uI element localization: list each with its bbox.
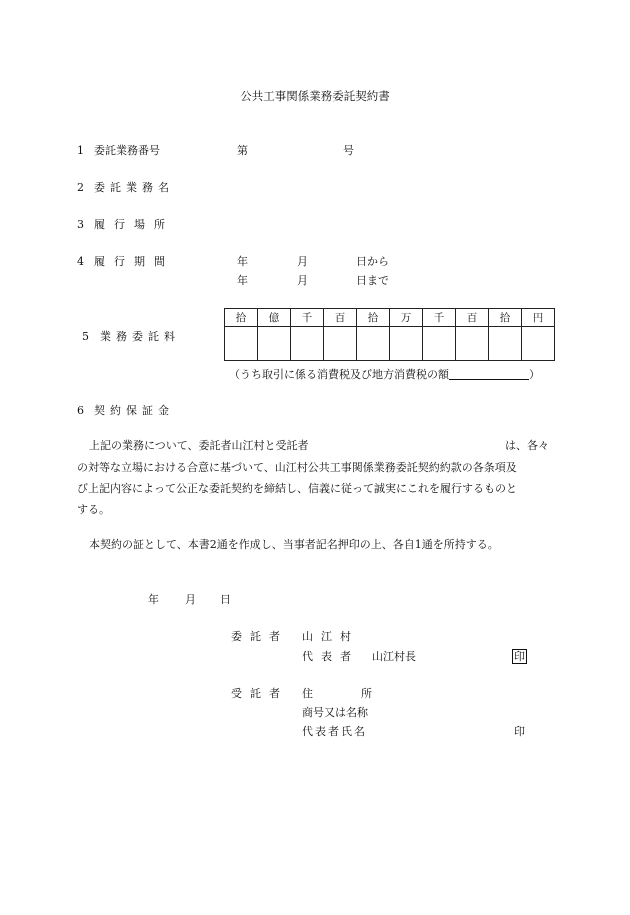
fee-digit-cell <box>324 327 357 361</box>
item5-label: 業務委託料 <box>100 330 180 343</box>
paragraph1-line1-start: 上記の業務について、委託者山江村と受託者 <box>89 439 309 452</box>
fee-unit-cell: 拾 <box>357 309 390 327</box>
paragraph1-line3: び上記内容によって公正な委託契約を締結し、信義に従って誠実にこれを履行するものと <box>77 482 517 495</box>
item2-number: 2 <box>77 181 84 194</box>
date-day: 日 <box>220 593 231 606</box>
item3-label: 履行場所 <box>94 218 174 231</box>
fee-digit-cell <box>489 327 522 361</box>
fee-digit-cell <box>390 327 423 361</box>
fee-unit-cell: 円 <box>522 309 555 327</box>
tax-note <box>229 367 540 380</box>
period-end-day: 日まで <box>356 274 389 287</box>
consignor-seal: 印 <box>514 650 525 663</box>
fee-digit-cell <box>456 327 489 361</box>
paragraph1-line1-end: は、各々 <box>505 439 549 452</box>
item5-number: 5 <box>82 330 89 343</box>
period-end-year: 年 <box>237 274 248 287</box>
fee-unit-cell: 千 <box>423 309 456 327</box>
document-title: 公共工事関係業務委託契約書 <box>240 89 390 103</box>
item1-prefix: 第 <box>237 144 248 157</box>
period-end-month: 月 <box>297 274 308 287</box>
consignor-seal-mark <box>512 649 527 664</box>
fee-digit-cell <box>357 327 390 361</box>
fee-digit-cell <box>291 327 324 361</box>
contractor-address-label: 住所 <box>302 687 420 700</box>
consignor-rep-name: 山江村長 <box>372 650 416 663</box>
item6-label: 契約保証金 <box>94 404 174 417</box>
fee-unit-cell: 百 <box>324 309 357 327</box>
fee-amount-table <box>224 308 555 361</box>
item1-label: 委託業務番号 <box>94 144 160 157</box>
item4-label: 履行期間 <box>94 255 174 268</box>
item6-number: 6 <box>77 404 84 417</box>
item2-label: 委託業務名 <box>94 181 174 194</box>
contractor-company-label: 商号又は名称 <box>302 706 368 719</box>
period-start-month: 月 <box>297 255 308 268</box>
consignor-name: 山江村 <box>302 630 359 643</box>
paragraph1-line2: の対等な立場における合意に基づいて、山江村公共工事関係業務委託契約約款の各条項及 <box>77 461 517 474</box>
fee-digit-cell <box>522 327 555 361</box>
item4-number: 4 <box>77 255 84 268</box>
consignor-label: 委託者 <box>231 630 288 643</box>
fee-unit-cell: 万 <box>390 309 423 327</box>
fee-unit-cell: 千 <box>291 309 324 327</box>
contractor-label: 受託者 <box>231 687 288 700</box>
paragraph2: 本契約の証として、本書2通を作成し、当事者記名押印の上、各自1通を所持する。 <box>89 538 499 551</box>
contractor-seal: 印 <box>514 725 525 738</box>
tax-amount-blank <box>449 367 529 380</box>
item3-number: 3 <box>77 218 84 231</box>
consignor-rep-label: 代表者 <box>302 650 359 663</box>
fee-unit-cell: 億 <box>258 309 291 327</box>
fee-unit-cell: 百 <box>456 309 489 327</box>
period-start-day: 日から <box>356 255 389 268</box>
item1-suffix: 号 <box>343 144 354 157</box>
tax-note-text: （うち取引に係る消費税及び地方消費税の額 <box>229 368 449 381</box>
date-year: 年 <box>148 593 159 606</box>
paragraph1-line4: する。 <box>77 503 110 516</box>
contractor-rep-label: 代表者氏名 <box>302 725 367 738</box>
tax-note-close: ） <box>529 368 540 381</box>
fee-digit-cell <box>258 327 291 361</box>
item1-number: 1 <box>77 144 84 157</box>
date-month: 月 <box>185 593 196 606</box>
fee-digit-cell <box>423 327 456 361</box>
fee-unit-cell: 拾 <box>489 309 522 327</box>
fee-digit-cell <box>225 327 258 361</box>
fee-unit-cell: 拾 <box>225 309 258 327</box>
period-start-year: 年 <box>237 255 248 268</box>
